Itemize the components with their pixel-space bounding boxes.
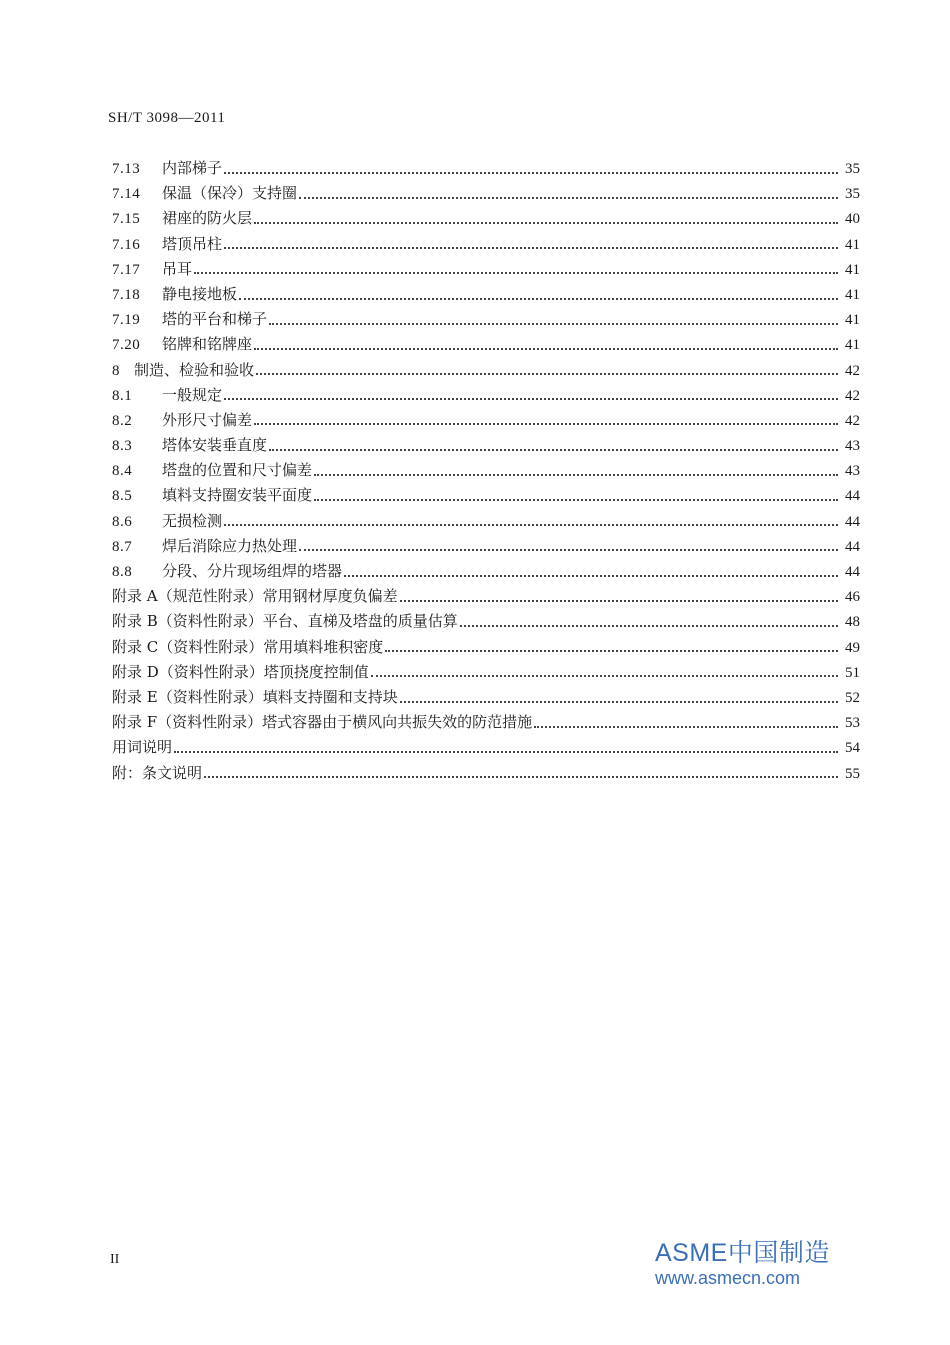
toc-leader-dots [344,575,838,577]
toc-entry-number: 8.6 [112,513,133,530]
toc-entry [112,207,860,232]
toc-leader-dots [254,348,838,350]
toc-leader-dots [299,549,838,551]
toc-entry-page: 43 [845,438,860,455]
toc-entry-title: 保温（保冷）支持圈 [162,184,298,203]
toc-entry-title: 塔盘的位置和尺寸偏差 [162,461,313,480]
toc-entry-number: 8.1 [112,387,133,404]
toc-leader-dots [534,726,838,728]
toc-leader-dots [269,323,838,325]
toc-entry-page: 53 [845,715,860,732]
toc-entry [112,610,860,635]
toc-leader-dots [254,423,838,425]
toc-entry-page: 42 [845,412,860,429]
toc-entry-title: 用词说明 [112,738,173,757]
toc-entry-title: 分段、分片现场组焊的塔器 [162,562,343,580]
toc-entry-title: 塔的平台和梯子 [162,310,268,329]
toc-entry-page: 49 [845,639,860,656]
toc-entry [112,157,860,182]
toc-leader-dots [314,499,838,501]
toc-entry-number: 7.13 [112,161,141,177]
toc-entry [112,686,860,711]
toc-entry-page: 35 [845,161,860,177]
toc-entry-page: 44 [845,513,860,530]
toc-entry-title: 铭牌和铭牌座 [162,335,253,354]
toc-entry-title: 附录 F（资料性附录）塔式容器由于横风向共振失效的防范措施 [112,713,533,732]
toc-entry-title: 附录 D（资料性附录）塔顶挠度控制值 [112,662,369,681]
toc-entry-page: 46 [845,589,860,606]
toc-entry-number: 7.14 [112,186,141,203]
toc-entry-number: 7.15 [112,211,141,228]
toc-leader-dots [194,272,838,274]
toc-leader-dots [269,449,838,451]
toc-entry [112,510,860,535]
toc-entry-number: 7.16 [112,236,141,253]
toc-entry [112,560,860,585]
toc-entry-number: 8.2 [112,412,133,429]
toc-leader-dots [256,373,838,375]
toc-entry [112,384,860,409]
toc-entry-title: 静电接地板 [162,284,238,303]
toc-entry-page: 41 [845,286,860,303]
toc-leader-dots [400,600,838,602]
toc-entry [112,459,860,484]
toc-leader-dots [254,222,838,224]
toc-leader-dots [371,675,838,677]
toc-entry-page: 41 [845,261,860,278]
toc-leader-dots [299,197,838,199]
toc-entry-title: 裙座的防火层 [162,209,253,228]
toc-entry-page: 35 [845,186,860,203]
toc-entry-page: 44 [845,488,860,505]
toc-entry-title: 吊耳 [162,259,193,278]
toc-entry [112,308,860,333]
toc-entry-title: 无损检测 [162,511,223,530]
toc-entry-page: 51 [845,664,860,681]
toc-entry-page: 44 [845,538,860,555]
toc-leader-dots [174,751,838,753]
toc-entry-title: 附：条文说明 [112,763,203,782]
toc-leader-dots [239,298,838,300]
toc-entry-page: 43 [845,463,860,480]
toc-entry [112,585,860,610]
toc-entry [112,736,860,761]
toc-entry-title: 一般规定 [162,385,223,404]
toc-entry [112,409,860,434]
toc-entry [112,762,860,787]
toc-entry-page: 44 [845,564,860,580]
toc-entry-page: 41 [845,312,860,329]
toc-entry-page: 48 [845,614,860,631]
document-code: SH/T 3098—2011 [108,110,226,126]
page-number-roman: II [110,1252,120,1267]
toc-leader-dots [460,625,838,627]
toc-entry-number: 8.8 [112,564,133,580]
toc-entry [112,711,860,736]
toc-entry [112,535,860,560]
toc-entry-number: 8.3 [112,438,133,455]
toc-entry [112,258,860,283]
toc-leader-dots [385,650,838,652]
toc-entry-number: 7.19 [112,312,141,329]
toc-entry [112,233,860,258]
table-of-contents [112,157,860,787]
toc-entry-title: 附录 B（资料性附录）平台、直梯及塔盘的质量估算 [112,612,458,631]
watermark [655,1238,830,1288]
toc-entry-number: 8.4 [112,463,133,480]
toc-entry-number: 7.20 [112,337,141,354]
toc-entry-title: 塔顶吊柱 [162,234,223,253]
toc-entry [112,283,860,308]
toc-entry-title: 外形尺寸偏差 [162,410,253,429]
toc-entry [112,359,860,384]
toc-leader-dots [224,172,838,174]
toc-entry [112,484,860,509]
toc-entry-title: 内部梯子 [162,159,223,177]
toc-entry-page: 42 [845,387,860,404]
toc-entry-number: 7.18 [112,286,141,303]
toc-entry-page: 41 [845,337,860,354]
toc-entry-title: 附录 A（规范性附录）常用钢材厚度负偏差 [112,587,398,606]
toc-entry-page: 41 [845,236,860,253]
toc-entry [112,636,860,661]
toc-entry-number: 8 [112,362,120,379]
toc-leader-dots [204,776,838,778]
toc-entry [112,333,860,358]
watermark-title: ASME中国制造 [655,1239,830,1267]
toc-entry-title: 附录 C（资料性附录）常用填料堆积密度 [112,637,384,656]
toc-entry-page: 55 [845,765,860,782]
toc-entry-page: 42 [845,362,860,379]
toc-entry-title: 塔体安装垂直度 [162,436,268,455]
toc-entry-title: 附录 E（资料性附录）填料支持圈和支持块 [112,687,398,706]
toc-entry-page: 40 [845,211,860,228]
toc-leader-dots [224,247,838,249]
toc-entry [112,434,860,459]
toc-entry-title: 制造、检验和验收 [134,360,255,379]
toc-leader-dots [314,474,838,476]
toc-entry-number: 8.7 [112,538,133,555]
toc-entry-number: 8.5 [112,488,133,505]
toc-entry [112,661,860,686]
toc-leader-dots [224,524,838,526]
toc-leader-dots [224,398,838,400]
toc-entry-number: 7.17 [112,261,141,278]
toc-entry-title: 填料支持圈安装平面度 [162,486,313,505]
watermark-url: www.asmecn.com [655,1268,801,1288]
toc-entry-title: 焊后消除应力热处理 [162,536,298,555]
toc-entry-page: 54 [845,740,860,757]
toc-entry [112,182,860,207]
toc-leader-dots [400,701,838,703]
toc-entry-page: 52 [845,689,860,706]
